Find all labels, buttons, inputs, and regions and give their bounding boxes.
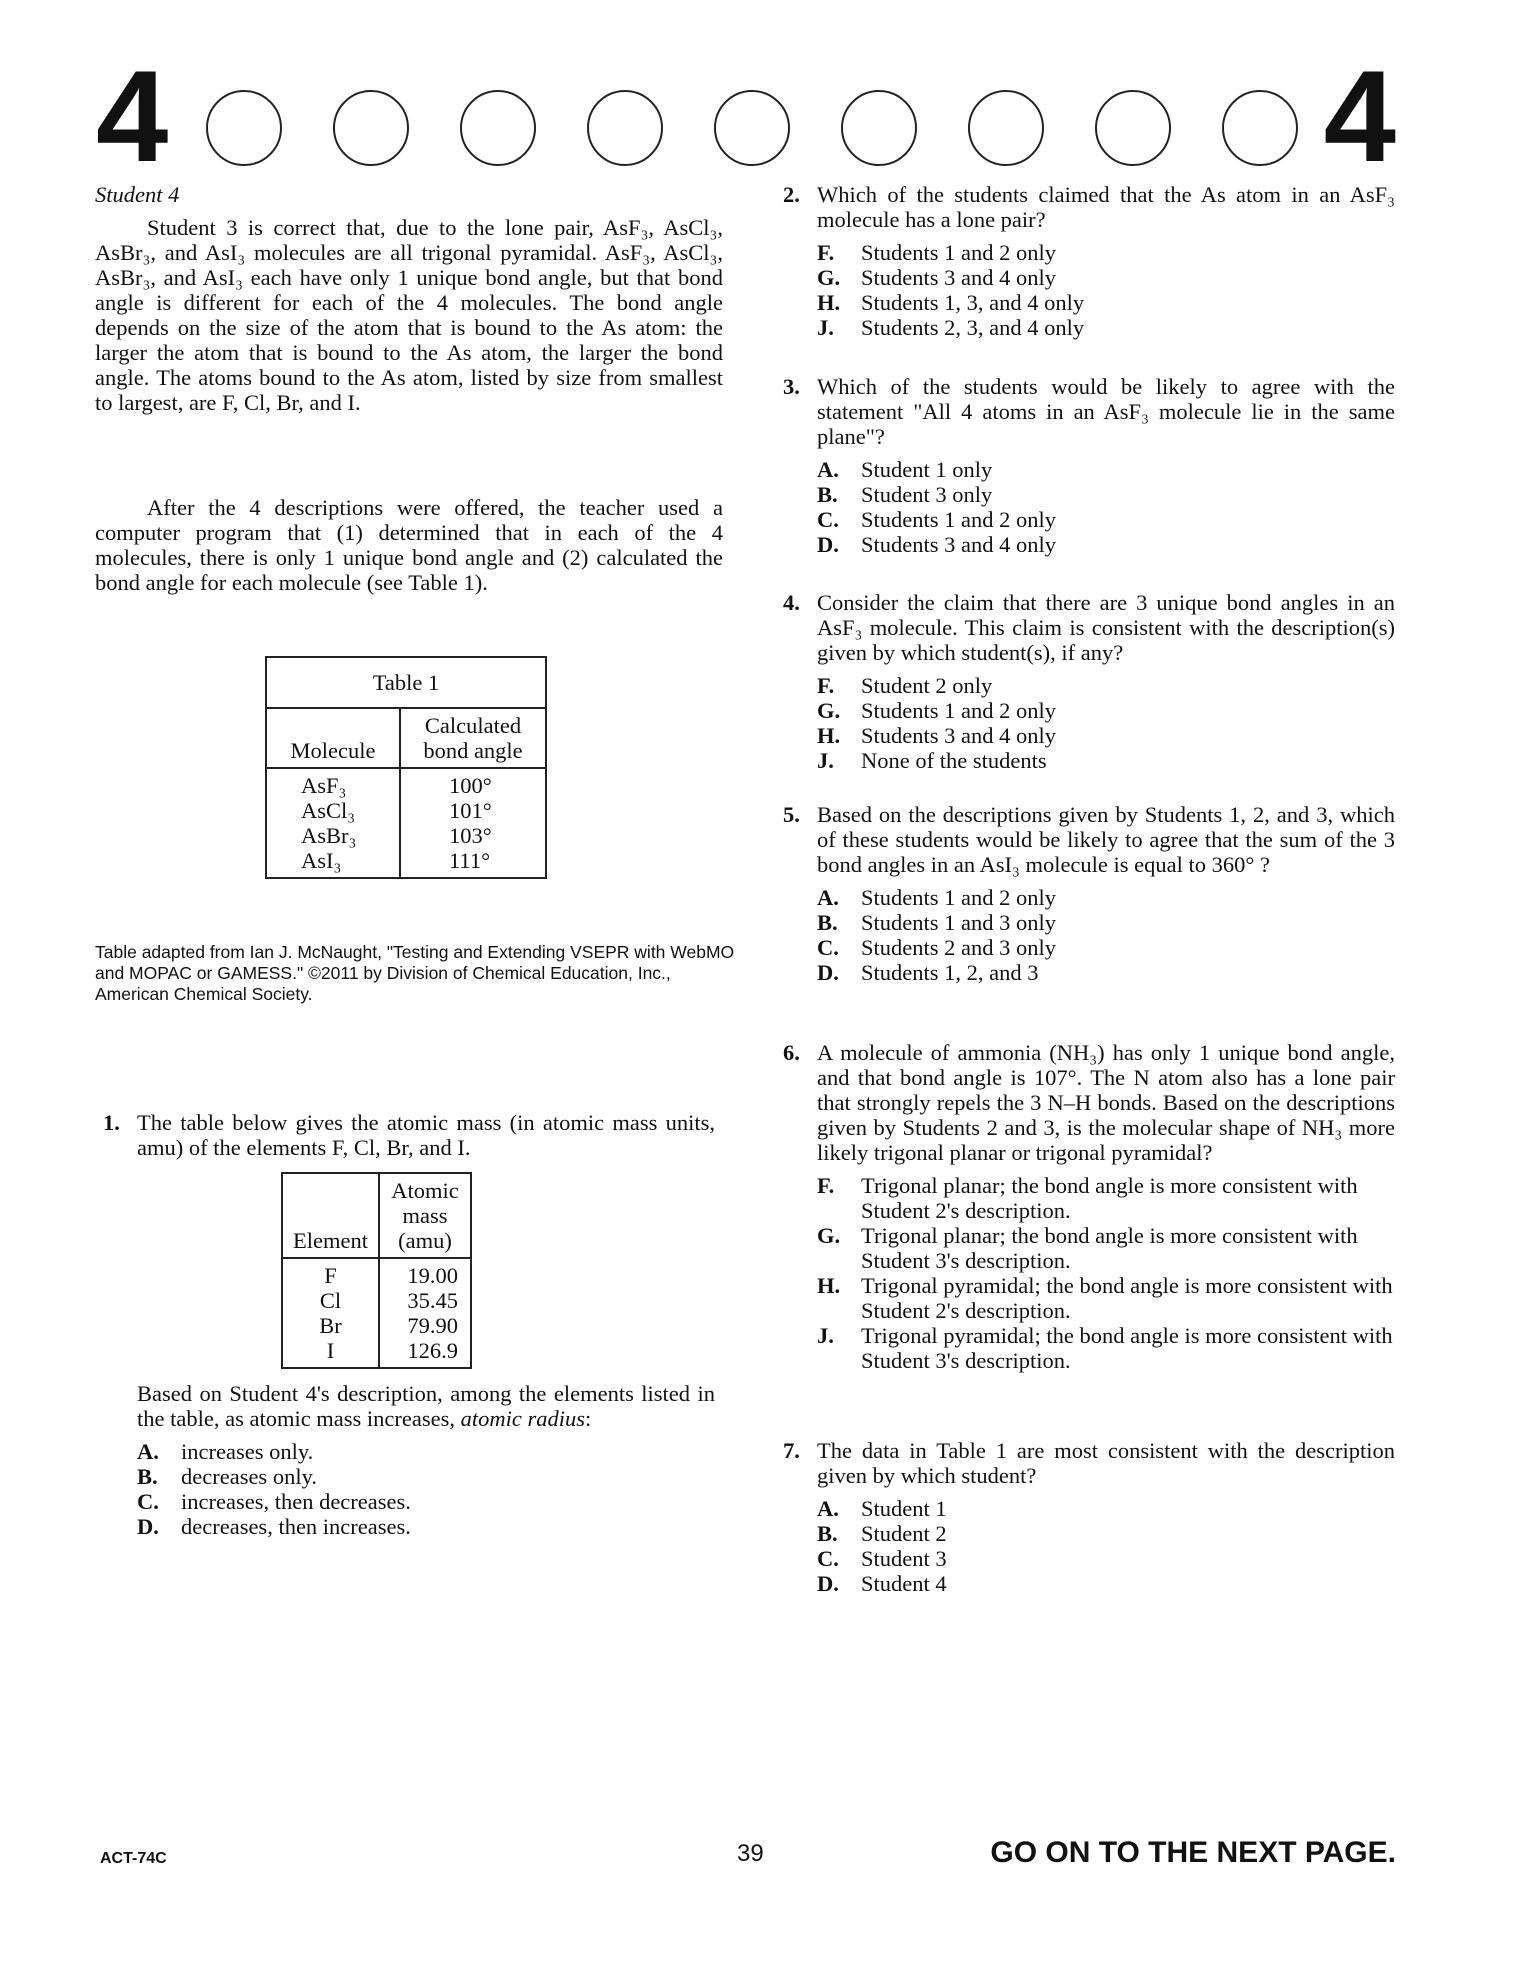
student4-heading: Student 4 <box>95 182 180 207</box>
table1-angle: 103° <box>449 823 492 848</box>
question-2 <box>783 182 1395 340</box>
student4-paragraph: Student 3 is correct that, due to the lone pair, AsF₃, AsCl₃, AsBr₃, and AsI₃ molecules are all trigonal pyramidal. AsF₃, AsCl₃, AsBr₃, and AsI₃ each have only 1 unique bond angle, but that bond angle is different for each of the 4 molecules. The bond angle depends on the size of the atom that is bound to the As atom: the larger the atom that is bound to the As atom, the larger the bond angle. The atoms bound to the As atom, listed by size from smallest to largest, are F, Cl, Br, and I. <box>95 215 723 415</box>
question-3 <box>783 374 1395 557</box>
page-number: 39 <box>737 1840 764 1867</box>
answer-option[interactable]: J. None of the students <box>817 748 1047 773</box>
answer-option[interactable]: G. Trigonal planar; the bond angle is more consistent with Student 3's description. <box>817 1223 1358 1273</box>
table1-header-molecule: Molecule <box>266 708 400 768</box>
question-1 <box>103 1110 715 1539</box>
form-code: ACT-74C <box>100 1850 167 1867</box>
answer-option[interactable]: A. Students 1 and 2 only <box>817 885 1056 910</box>
answer-option[interactable]: G. Students 3 and 4 only <box>817 265 1056 290</box>
answer-option[interactable]: D. Students 1, 2, and 3 <box>817 960 1039 985</box>
question-number: 4. <box>783 590 800 615</box>
answer-option[interactable]: J. Trigonal pyramidal; the bond angle is more consistent with Student 3's description. <box>817 1323 1393 1373</box>
question-7 <box>783 1438 1395 1596</box>
answer-option[interactable]: A. Student 1 <box>817 1496 947 1521</box>
answer-option[interactable]: H. Trigonal pyramidal; the bond angle is more consistent with Student 2's description. <box>817 1273 1393 1323</box>
answer-options <box>817 673 1395 773</box>
question-number: 2. <box>783 182 800 207</box>
answer-options <box>137 1439 715 1539</box>
answer-options <box>817 457 1395 557</box>
answer-option[interactable]: H. Students 1, 3, and 4 only <box>817 290 1085 315</box>
table1-molecule: AsI₃ <box>301 848 342 873</box>
atomic-mass-table <box>281 1172 472 1369</box>
section-number-left: 4 <box>96 43 169 189</box>
answer-option[interactable]: C. Student 3 <box>817 1546 947 1571</box>
answer-option[interactable]: A. increases only. <box>137 1439 314 1464</box>
decorative-circle-icon <box>206 90 282 166</box>
decorative-circle-icon <box>460 90 536 166</box>
table2-header-mass: Atomic mass (amu) <box>379 1173 471 1258</box>
answer-option[interactable]: D. Students 3 and 4 only <box>817 532 1056 557</box>
table1 <box>265 656 547 879</box>
question-number: 6. <box>783 1040 800 1065</box>
question-stem: Consider the claim that there are 3 unique bond angles in an AsF₃ molecule. This claim is consistent with the description(s) given by which student(s), if any? <box>817 590 1395 665</box>
question-stem: Based on the descriptions given by Students 1, 2, and 3, which of these students would be likely to agree that the sum of the 3 bond angles in an AsI₃ molecule is equal to 360° ? <box>817 802 1395 877</box>
answer-option[interactable]: C. Students 1 and 2 only <box>817 507 1056 532</box>
header-circles <box>206 90 1356 170</box>
table2-element: I <box>326 1338 335 1363</box>
table2-element: F <box>324 1263 337 1288</box>
decorative-circle-icon <box>968 90 1044 166</box>
table1-molecule: AsBr₃ <box>301 823 357 848</box>
answer-option[interactable]: B. decreases only. <box>137 1464 317 1489</box>
decorative-circle-icon <box>333 90 409 166</box>
answer-option[interactable]: B. Student 2 <box>817 1521 947 1546</box>
question-number: 3. <box>783 374 800 399</box>
decorative-circle-icon <box>714 90 790 166</box>
answer-option[interactable]: F. Trigonal planar; the bond angle is more consistent with Student 2's description. <box>817 1173 1358 1223</box>
table2-mass: 19.00 <box>407 1263 458 1288</box>
answer-option[interactable]: B. Student 3 only <box>817 482 993 507</box>
question-number: 7. <box>783 1438 800 1463</box>
question-stem: Which of the students would be likely to agree with the statement "All 4 atoms in an AsF₃ molecule lie in the same plane"? <box>817 374 1395 449</box>
question-number: 5. <box>783 802 800 827</box>
answer-options <box>817 240 1395 340</box>
table2-mass: 35.45 <box>407 1288 458 1313</box>
answer-options <box>817 1173 1395 1373</box>
answer-options <box>817 1496 1395 1596</box>
answer-option[interactable]: H. Students 3 and 4 only <box>817 723 1056 748</box>
decorative-circle-icon <box>587 90 663 166</box>
decorative-circle-icon <box>841 90 917 166</box>
table1-caption: Table 1 <box>266 657 546 708</box>
table1-molecule: AsF₃ <box>301 773 347 798</box>
answer-option[interactable]: C. Students 2 and 3 only <box>817 935 1056 960</box>
table2-element: Br <box>319 1313 342 1338</box>
question-6 <box>783 1040 1395 1373</box>
section-number-right: 4 <box>1323 43 1396 189</box>
table2-mass: 79.90 <box>407 1313 458 1338</box>
question-number: 1. <box>103 1110 120 1135</box>
answer-option[interactable]: B. Students 1 and 3 only <box>817 910 1056 935</box>
answer-option[interactable]: F. Student 2 only <box>817 673 993 698</box>
question-stem-2: Based on Student 4's description, among the elements listed in the table, as atomic mass increases, atomic radius: <box>137 1381 715 1431</box>
decorative-circle-icon <box>1095 90 1171 166</box>
question-stem: Which of the students claimed that the As atom in an AsF₃ molecule has a lone pair? <box>817 182 1395 232</box>
table1-header-angle: Calculated bond angle <box>400 708 546 768</box>
answer-option[interactable]: A. Student 1 only <box>817 457 993 482</box>
table1-angle: 101° <box>449 798 492 823</box>
decorative-circle-icon <box>1222 90 1298 166</box>
left-column <box>95 182 735 1539</box>
question-stem: The table below gives the atomic mass (in atomic mass units, amu) of the elements F, Cl, Br, and I. <box>137 1110 715 1160</box>
question-5 <box>783 802 1395 985</box>
section-header <box>96 43 1396 189</box>
table1-molecule: AsCl₃ <box>301 798 356 823</box>
table2-element: Cl <box>319 1288 342 1313</box>
table-credit: Table adapted from Ian J. McNaught, "Testing and Extending VSEPR with WebMO and MOPAC or GAMESS." ©2011 by Division of Chemical Education, Inc., American Chemical Society. <box>95 942 735 1004</box>
answer-options <box>817 885 1395 985</box>
answer-option[interactable]: J. Students 2, 3, and 4 only <box>817 315 1085 340</box>
answer-option[interactable]: G. Students 1 and 2 only <box>817 698 1056 723</box>
answer-option[interactable]: F. Students 1 and 2 only <box>817 240 1056 265</box>
answer-option[interactable]: C. increases, then decreases. <box>137 1489 411 1514</box>
intro-paragraph: After the 4 descriptions were offered, the teacher used a computer program that (1) determined that in each of the 4 molecules, there is only 1 unique bond angle and (2) calculated the bond angle for each molecule (see Table 1). <box>95 495 723 595</box>
next-page-instruction: GO ON TO THE NEXT PAGE. <box>990 1836 1396 1869</box>
question-4 <box>783 590 1395 773</box>
table1-angle: 111° <box>449 848 491 873</box>
table2-header-element: Element <box>282 1173 379 1258</box>
answer-option[interactable]: D. Student 4 <box>817 1571 947 1596</box>
table1-angle: 100° <box>449 773 492 798</box>
table2-mass: 126.9 <box>407 1338 458 1363</box>
answer-option[interactable]: D. decreases, then increases. <box>137 1514 411 1539</box>
question-stem: A molecule of ammonia (NH₃) has only 1 unique bond angle, and that bond angle is 107°. The N atom also has a lone pair that strongly repels the 3 N–H bonds. Based on the descriptions given by Students 2 and 3, is the molecular shape of NH₃ more likely trigonal planar or trigonal pyramidal? <box>817 1040 1395 1165</box>
question-stem: The data in Table 1 are most consistent with the description given by which student? <box>817 1438 1395 1488</box>
